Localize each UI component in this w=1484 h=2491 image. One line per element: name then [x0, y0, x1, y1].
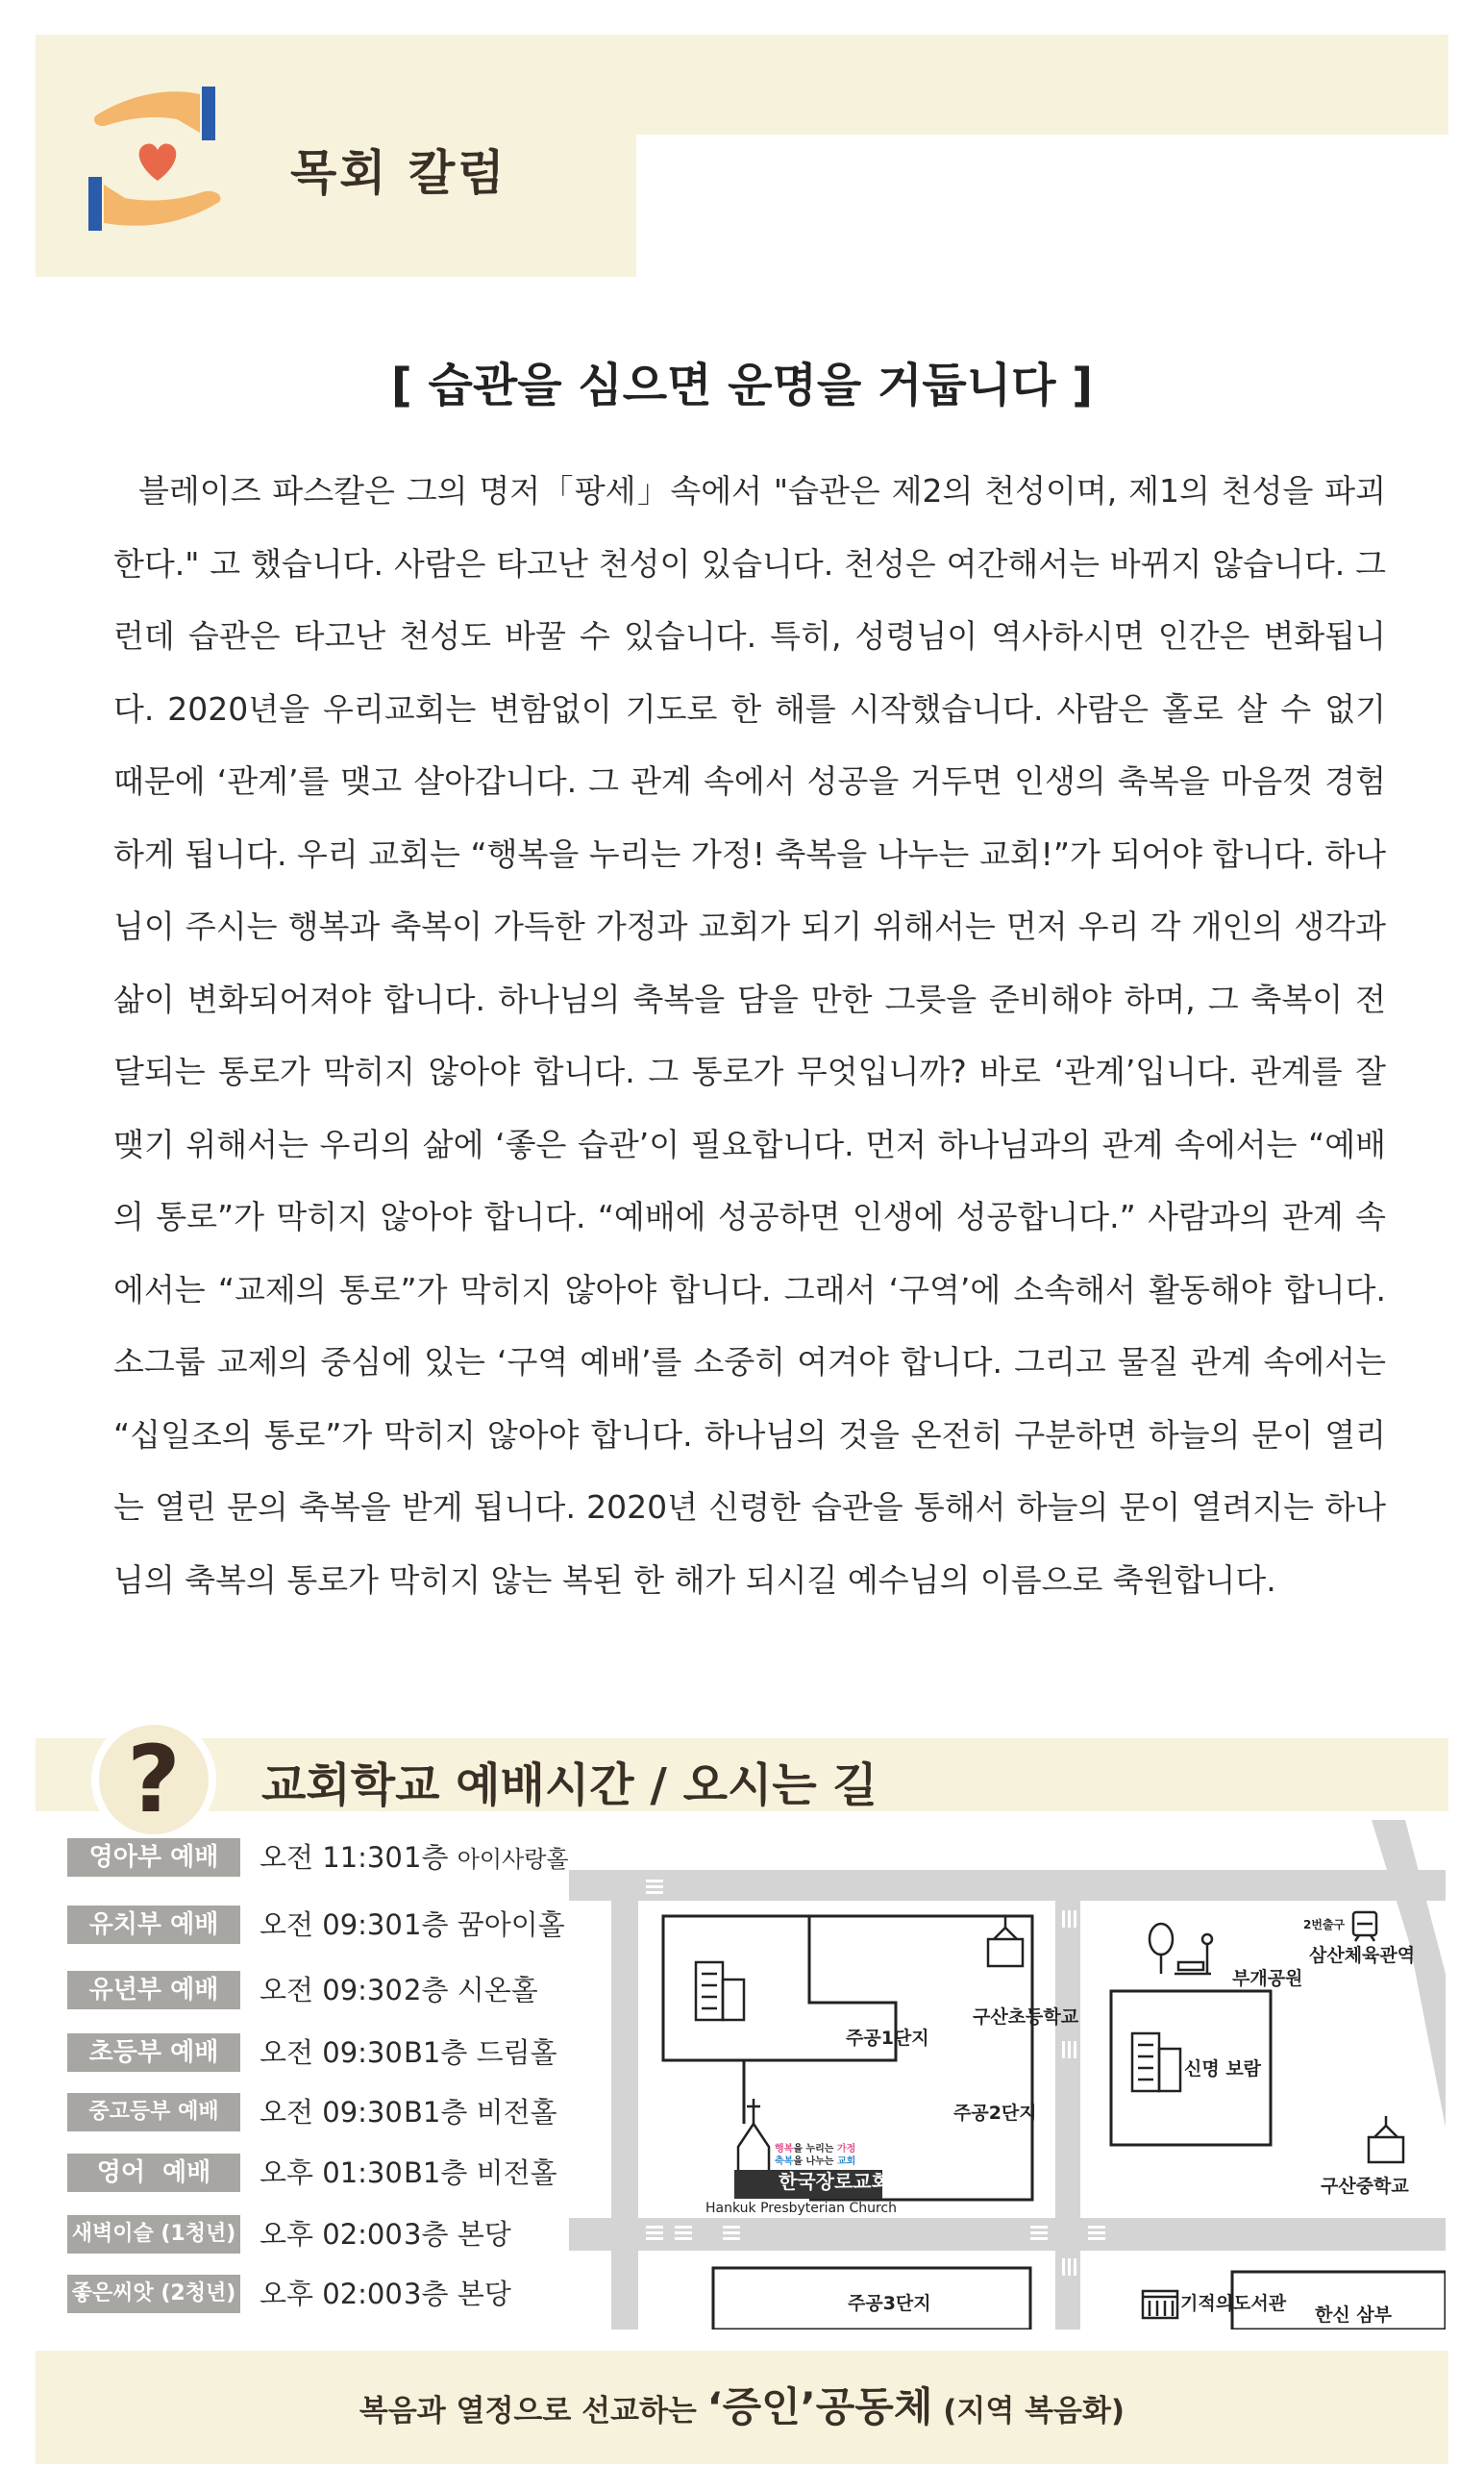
- hands-heart-icon: [88, 87, 228, 231]
- schedule-room: 비전홀: [476, 2156, 557, 2189]
- schedule-row: [67, 1838, 567, 1877]
- schedule-room: 비전홀: [476, 2096, 557, 2129]
- schedule-row: [67, 2093, 567, 2131]
- building-sinmyeong-icon: [1132, 2033, 1180, 2091]
- schedule-floor: B1층: [404, 2096, 468, 2129]
- map-label-middle-school: 구산중학교: [1321, 2176, 1409, 2197]
- road-top: [569, 1870, 1446, 1901]
- schedule-room: 드림홀: [476, 2036, 557, 2069]
- schedule-label: 영아부 예배: [67, 1838, 240, 1877]
- schedule-time: 오전 09:30: [260, 1908, 403, 1941]
- schedule-room: 아이사랑홀: [457, 1846, 569, 1873]
- schedule-row: [67, 2033, 567, 2072]
- schedule-row: [67, 2275, 567, 2313]
- schedule-floor: B1층: [404, 2036, 468, 2069]
- schedule-time: 오후 02:00: [260, 2278, 403, 2310]
- schedule-row: [67, 1906, 567, 1944]
- schedule-place: [404, 1971, 538, 2009]
- map-label-sinmyeong: 신명 보람: [1184, 2058, 1262, 2080]
- church-english-label: Hankuk Presbyterian Church: [705, 2201, 898, 2216]
- sign-blessing: 축복: [775, 2156, 794, 2167]
- map-label-exit: 2번출구: [1303, 1918, 1346, 1931]
- schedule-label: 유년부 예배: [67, 1971, 240, 2009]
- map-graphic: [569, 1820, 1446, 2329]
- schedule-label: 유치부 예배: [67, 1906, 240, 1944]
- map-label-library: 기적의도서관: [1180, 2293, 1287, 2314]
- road-left: [611, 1870, 638, 2329]
- schedule-time: 오전 09:30: [260, 2036, 403, 2069]
- schedule-place: [404, 2154, 557, 2192]
- park-icon: [1150, 1924, 1212, 1974]
- schedule-place: [404, 2275, 511, 2313]
- footer-banner: [36, 2351, 1448, 2464]
- schedule-time: 오전 11:30: [260, 1841, 403, 1874]
- schedule-floor: 1층: [404, 1841, 449, 1874]
- question-icon: ?: [91, 1717, 216, 1842]
- schedule-room: 시온홀: [457, 1974, 538, 2006]
- subway-icon: [1353, 1912, 1376, 1941]
- schedule-place: [404, 1906, 565, 1944]
- column-paragraph: 블레이즈 파스칼은 그의 명저「팡세」속에서 "습관은 제2의 천성이며, 제1의 천성을 파괴한다." 고 했습니다. 사람은 타고난 천성이 있습니다. 천성은 여간해서는 바뀌지 않습니다. 그런데 습관은 타고난 천성도 바꿀 수 있습니다. 특히, 성령님이 역사하시면 인간은 변화됩니다. 2020년을 우리교회는 변함없이 기도로 한 해를 시작했습니다. 사람은 홀로 살 수 없기 때문에 ‘관계’를 맺고 살아갑니다. 그 관계 속에서 성공을 거두면 인생의 축복을 마음껏 경험하게 됩니다. 우리 교회는 “행복을 누리는 가정! 축복을 나누는 교회!”가 되어야 합니다. 하나님이 주시는 행복과 축복이 가득한 가정과 교회가 되기 위해서는 먼저 우리 각 개인의 생각과 삶이 변화되어져야 합니다. 하나님의 축복을 담을 만한 그릇을 준비해야 하며, 그 축복이 전달되는 통로가 막히지 않아야 합니다. 그 통로가 무엇입니까? 바로 ‘관계’입니다. 관계를 잘 맺기 위해서는 우리의 삶에 ‘좋은 습관’이 필요합니다. 먼저 하나님과의 관계 속에서는 “예배의 통로”가 막히지 않아야 합니다. “예배에 성공하면 인생에 성공합니다.” 사람과의 관계 속에서는 “교제의 통로”가 막히지 않아야 합니다. 그래서 ‘구역’에 소속해서 활동해야 합니다. 소그룹 교제의 중심에 있는 ‘구역 예배’를 소중히 여겨야 합니다. 그리고 물질 관계 속에서는 “십일조의 통로”가 막히지 않아야 합니다. 하나님의 것을 온전히 구분하면 하늘의 문이 열리는 열린 문의 축복을 받게 됩니다. 2020년 신령한 습관을 통해서 하늘의 문이 열려지는 하나님의 축복의 통로가 막히지 않는 복된 한 해가 되시길 예수님의 이름으로 축원합니다.: [113, 472, 1386, 1599]
- sign-text: 을 나누는: [793, 2156, 837, 2167]
- sign-happiness: 행복: [775, 2144, 794, 2155]
- schedule-time: 오전 09:30: [260, 2096, 403, 2129]
- footer-text-3: (지역 복음화): [932, 2394, 1125, 2429]
- schedule-label: 초등부 예배: [67, 2033, 240, 2072]
- schedule-label: 좋은씨앗 (2청년): [67, 2275, 240, 2313]
- schedule-time: 오전 09:30: [260, 1974, 403, 2006]
- schedule-room: 꿈아이홀: [457, 1908, 565, 1941]
- road-bottom: [569, 2218, 1446, 2251]
- schedule-place: [404, 2033, 557, 2072]
- map-label-park: 부개공원: [1232, 1968, 1303, 1989]
- footer-text-2: ‘증인’공동체: [706, 2383, 933, 2430]
- sign-church: 교회: [836, 2156, 856, 2167]
- middle-school-icon: [1369, 2116, 1403, 2162]
- schedule-place: [404, 2093, 557, 2131]
- schedule-room: 본당: [457, 2218, 511, 2251]
- schedule-floor: 2층: [404, 1974, 449, 2006]
- schedule-label: 새벽이슬 (1청년): [67, 2215, 240, 2254]
- schedule-place: [404, 2215, 511, 2254]
- map-label-apt3: 주공3단지: [848, 2293, 931, 2314]
- location-map: [569, 1820, 1446, 2329]
- schedule-floor: 3층: [404, 2278, 449, 2310]
- sign-family: 가정: [836, 2144, 856, 2155]
- schedule-floor: B1층: [404, 2156, 468, 2189]
- schedule-label: 중고등부 예배: [67, 2093, 240, 2131]
- footer-text-1: 복음과 열정으로 선교하는: [359, 2394, 707, 2429]
- schedule-row: [67, 2154, 567, 2192]
- map-label-apt1: 주공1단지: [846, 2028, 929, 2049]
- schedule-time: 오후 02:00: [260, 2218, 403, 2251]
- building-apt1-icon: [696, 1962, 744, 2020]
- schedule-room: 본당: [457, 2278, 511, 2310]
- schedule-label: 영어 예배: [67, 2154, 240, 2192]
- school-icon: [988, 1916, 1023, 1966]
- schedule-place: [404, 1838, 569, 1879]
- road-diagonal: [1372, 1820, 1446, 2128]
- column-title: [ 습관을 심으면 운명을 거둡니다 ]: [390, 359, 1094, 412]
- schedule-time: 오후 01:30: [260, 2156, 403, 2189]
- library-icon: [1143, 2291, 1177, 2318]
- schedule-row: [67, 1971, 567, 2009]
- map-label-apt2: 주공2단지: [953, 2103, 1037, 2124]
- map-label-hanshin: 한신 삼부: [1315, 2304, 1393, 2326]
- map-label-elem-school: 구산초등학교: [973, 2006, 1079, 2028]
- schedule-row: [67, 2215, 567, 2254]
- column-body: [113, 455, 1386, 1616]
- schedule-floor: 1층: [404, 1908, 449, 1941]
- sign-text: 을 누리는: [793, 2144, 837, 2155]
- schedule-floor: 3층: [404, 2218, 449, 2251]
- section-title: 교회학교 예배시간 / 오시는 길: [261, 1758, 878, 1812]
- church-sign-line2: [775, 2153, 855, 2167]
- church-name-label: 한국장로교회: [779, 2170, 890, 2193]
- map-label-sports: 삼산체육관역: [1309, 1945, 1416, 1966]
- page-title: 목회 칼럼: [290, 145, 507, 201]
